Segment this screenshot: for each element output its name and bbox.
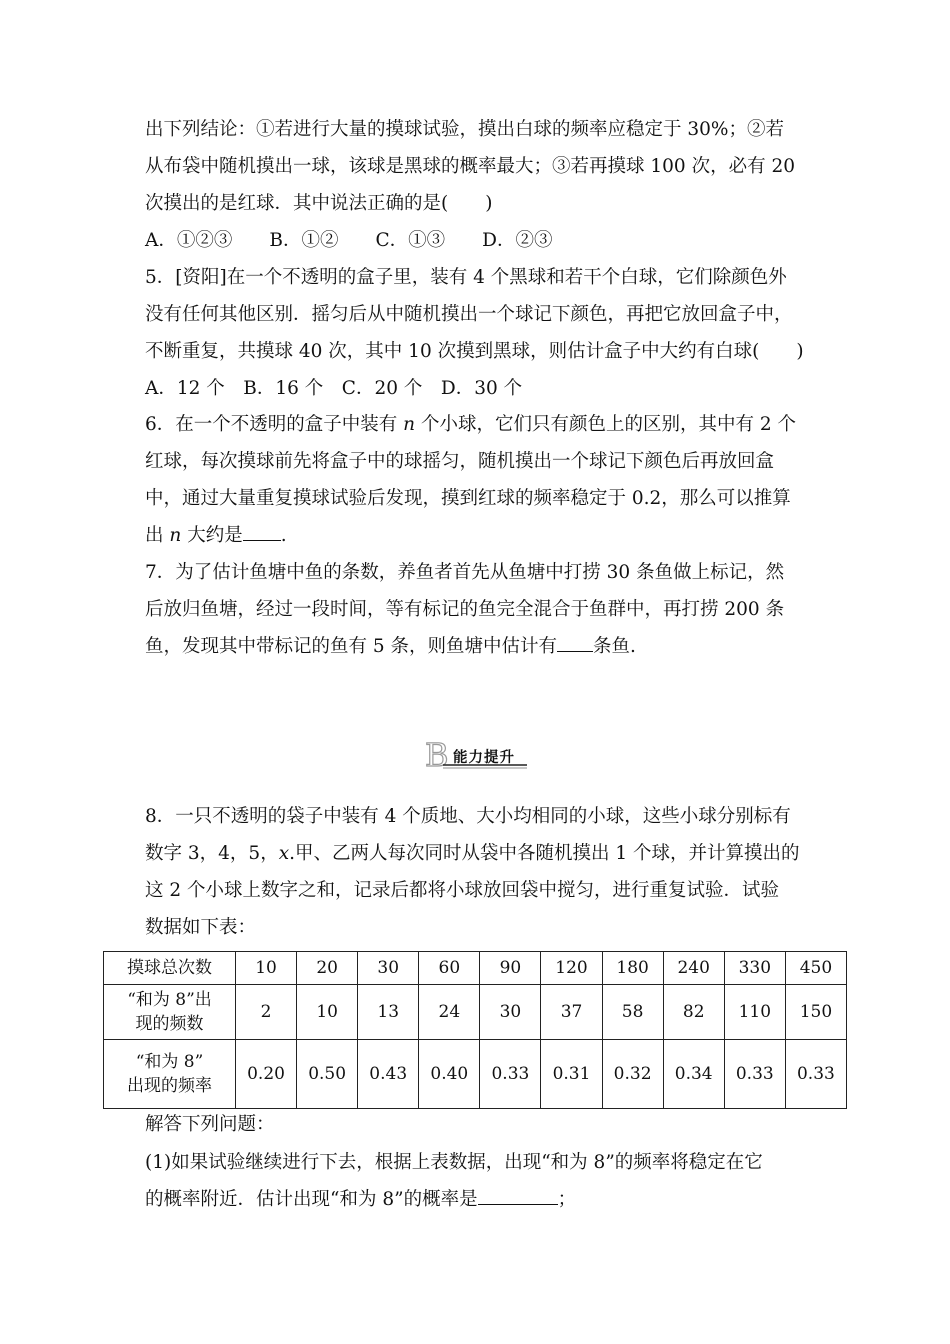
q6-variable-n-2: n [169, 525, 182, 546]
cell-count: 30 [480, 985, 541, 1040]
table-row-counts [104, 985, 847, 1040]
q6-line4-part-b: 大约是 [181, 525, 243, 546]
cell-total: 180 [602, 952, 663, 985]
cell-total: 450 [785, 952, 846, 985]
q5-text-line1: 5．[资阳]在一个不透明的盒子里，装有 4 个黑球和若干个白球，它们除颜色外 [145, 267, 787, 288]
q8-sub1-line2-part-a: 的概率附近．估计出现“和为 8”的概率是 [145, 1189, 478, 1210]
table-row-totals [104, 952, 847, 985]
q8-text-line2 [145, 842, 800, 866]
row-header-freq-line1: “和为 8” [135, 1052, 204, 1072]
q5-text-line3: 不断重复，共摸球 40 次，其中 10 次摸到黑球，则估计盒子中大约有白球( ) [145, 341, 804, 362]
cell-total: 330 [724, 952, 785, 985]
row-header-counts-line2: 现的频数 [135, 1014, 204, 1034]
cell-count: 58 [602, 985, 663, 1040]
q6-text-line3: 中，通过大量重复摸球试验后发现，摸到红球的频率稳定于 0.2，那么可以推算 [145, 488, 791, 509]
section-header-ability [423, 738, 533, 772]
q8-sub1-line2-part-b: ； [557, 1189, 577, 1210]
cell-frequency: 0.43 [358, 1040, 419, 1109]
q4-options: A．①②③ B．①② C．①③ D．②③ [145, 230, 553, 251]
row-header-frequencies [104, 1040, 236, 1109]
q8-line2-part-a: 数字 3，4，5， [145, 843, 279, 864]
cell-total: 60 [419, 952, 480, 985]
cell-count: 13 [358, 985, 419, 1040]
row-header-freq-line2: 出现的频率 [127, 1076, 212, 1096]
q6-answer-blank[interactable] [243, 524, 281, 541]
section-letter: B [425, 738, 449, 772]
cell-total: 120 [541, 952, 602, 985]
q5-options: A．12 个 B．16 个 C．20 个 D．30 个 [145, 378, 523, 399]
q4-text-line1: 出下列结论：①若进行大量的摸球试验，摸出白球的频率应稳定于 30%；②若 [145, 119, 785, 140]
q7-text-line2: 后放归鱼塘，经过一段时间，等有标记的鱼完全混合于鱼群中，再打捞 200 条 [145, 599, 785, 620]
q4-text-line3: 次摸出的是红球．其中说法正确的是( ) [145, 193, 493, 214]
cell-frequency: 0.31 [541, 1040, 602, 1109]
cell-frequency: 0.20 [236, 1040, 297, 1109]
q5-text-line2: 没有任何其他区别．摇匀后从中随机摸出一个球记下颜色，再把它放回盒子中， [145, 304, 793, 325]
cell-frequency: 0.33 [480, 1040, 541, 1109]
section-title: 能力提升 [453, 750, 515, 766]
cell-count: 110 [724, 985, 785, 1040]
q8-sub1-line1: (1)如果试验继续进行下去，根据上表数据，出现“和为 8”的频率将稳定在它 [145, 1152, 763, 1173]
q6-variable-n: n [403, 414, 416, 435]
q8-text-line1: 8．一只不透明的袋子中装有 4 个质地、大小均相同的小球，这些小球分别标有 [145, 806, 791, 827]
cell-frequency: 0.33 [785, 1040, 846, 1109]
q8-text-line3: 这 2 个小球上数字之和，记录后都将小球放回袋中搅匀，进行重复试验．试验 [145, 880, 780, 901]
q6-text-line4 [145, 524, 287, 548]
cell-count: 37 [541, 985, 602, 1040]
cell-frequency: 0.50 [297, 1040, 358, 1109]
q7-line3-part-b: 条鱼. [593, 636, 636, 657]
cell-count: 10 [297, 985, 358, 1040]
cell-total: 240 [663, 952, 724, 985]
cell-total: 90 [480, 952, 541, 985]
row-header-counts [104, 985, 236, 1040]
q4-text-line2: 从布袋中随机摸出一球，该球是黑球的概率最大；③若再摸球 100 次，必有 20 [145, 156, 795, 177]
q6-line4-part-c: . [280, 525, 287, 546]
q7-line3-part-a: 鱼，发现其中带标记的鱼有 5 条，则鱼塘中估计有 [145, 636, 558, 657]
q7-text-line3 [145, 635, 636, 659]
cell-frequency: 0.40 [419, 1040, 480, 1109]
cell-total: 10 [236, 952, 297, 985]
cell-frequency: 0.32 [602, 1040, 663, 1109]
q7-text-line1: 7．为了估计鱼塘中鱼的条数，养鱼者首先从鱼塘中打捞 30 条鱼做上标记，然 [145, 562, 785, 583]
q6-line4-part-a: 出 [145, 525, 170, 546]
experiment-data-table [103, 951, 847, 1109]
q8-answer-intro: 解答下列问题： [145, 1114, 275, 1135]
cell-total: 20 [297, 952, 358, 985]
q8-line2-part-b: .甲、乙两人每次同时从袋中各随机摸出 1 个球，并计算摸出的 [289, 843, 800, 864]
q7-answer-blank[interactable] [557, 635, 593, 652]
cell-total: 30 [358, 952, 419, 985]
q6-text-line1 [145, 413, 796, 437]
q8-sub1-answer-blank[interactable] [478, 1188, 558, 1205]
q8-text-line4: 数据如下表： [145, 917, 257, 938]
cell-frequency: 0.33 [724, 1040, 785, 1109]
cell-frequency: 0.34 [663, 1040, 724, 1109]
cell-count: 150 [785, 985, 846, 1040]
q6-line1-part-a: 6．在一个不透明的盒子中装有 [145, 414, 404, 435]
q8-variable-x: x [278, 843, 290, 864]
cell-count: 2 [236, 985, 297, 1040]
row-header-totals: 摸球总次数 [104, 952, 236, 985]
q6-text-line2: 红球，每次摸球前先将盒子中的球摇匀，随机摸出一个球记下颜色后再放回盒 [145, 451, 775, 472]
row-header-counts-line1: “和为 8”出 [127, 990, 212, 1010]
table-row-frequencies [104, 1040, 847, 1109]
cell-count: 82 [663, 985, 724, 1040]
cell-count: 24 [419, 985, 480, 1040]
q8-sub1-line2 [145, 1188, 576, 1212]
q6-line1-part-b: 个小球，它们只有颜色上的区别，其中有 2 个 [415, 414, 796, 435]
